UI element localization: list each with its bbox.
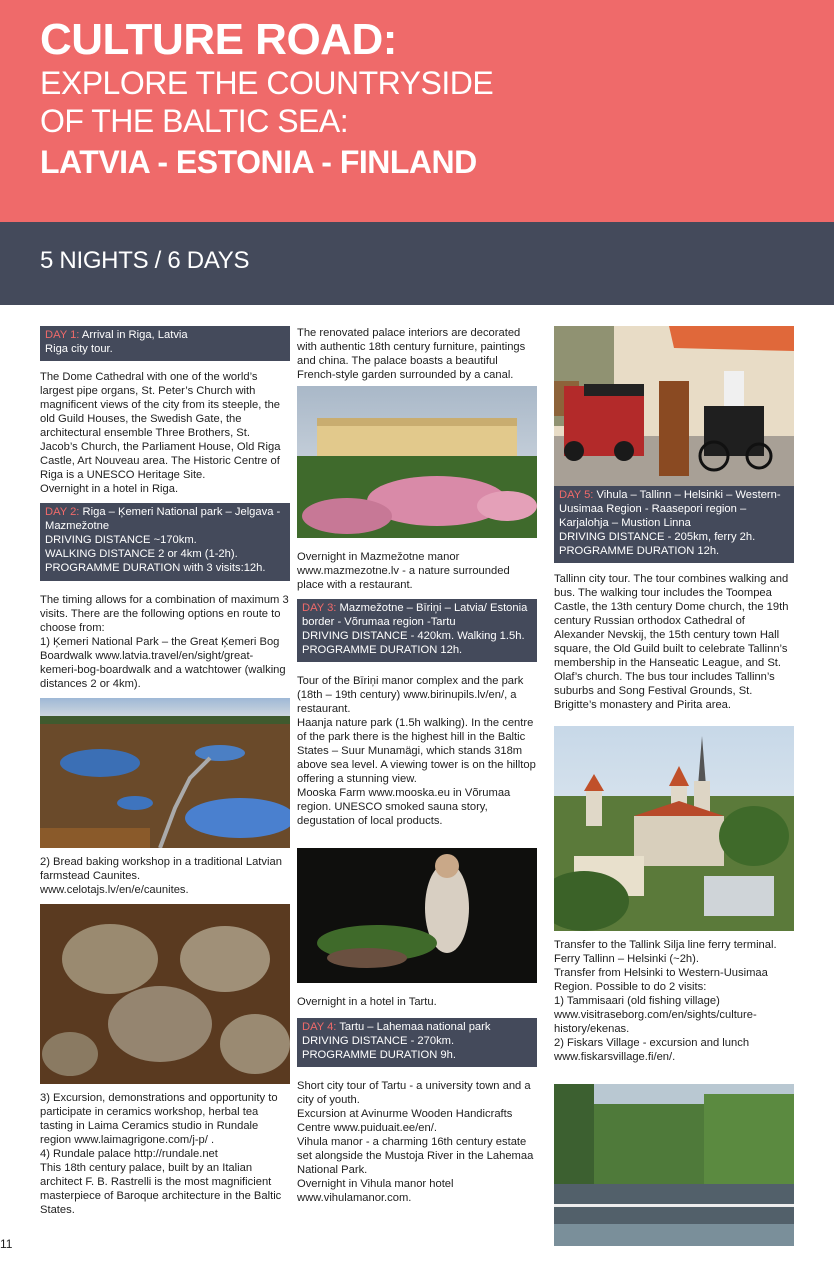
day5-label: DAY 5: [559, 489, 594, 501]
subtitle-line-2: OF THE BALTIC SEA: [40, 103, 349, 139]
day3-label: DAY 3: [302, 602, 337, 614]
fiskars-village-photo [554, 1084, 794, 1246]
day2-header [40, 503, 290, 581]
day1-title: Arrival in Riga, Latvia [79, 329, 188, 341]
day5-title: Vihula – Tallinn – Helsinki – Western-Uusimaa Region - Raasepori region – Karjalohja – Mustion Linna [559, 489, 781, 529]
page-title: CULTURE ROAD: [40, 15, 397, 64]
day4-title: Tartu – Lahemaa national park [336, 1021, 491, 1033]
vihula-carriage-photo [554, 326, 794, 486]
day3-body: Tour of the Bīriņi manor complex and the park (18th – 19th century) www.birinupils.lv/en/, a restaurant. Haanja nature park (1.5h walking). In the centre of the park there is the highest hill in the Baltic States – Suur Munamägi, which stands 318m above sea level. A viewing tower is on the hilltop offering a stunning view. Mooska Farm www.mooska.eu in Võrumaa region. UNESCO smoked sauna story, degustation of local products. [297, 675, 536, 827]
day3-title: Mazmežotne – Bīriņi – Latvia/ Estonia border - Võrumaa region -Tartu [302, 602, 528, 628]
palace-description: The renovated palace interiors are decorated with authentic 18th century furniture, paintings and china. The palace boasts a beautiful French-style garden surrounded by a canal. [297, 327, 526, 381]
rundale-palace-photo [297, 386, 537, 538]
day5-body: Tallinn city tour. The tour combines walking and bus. The walking tour includes the Toompea Castle, the 13th century Dome church, the 19th century Russian orthodox Cathedral of Alexander Nevskij, the 15th century town Hall square, the Old Guild built to celebrate Tallinn’s membership in the Hanseatic League, and St. Olaf’s church. The bus tour includes Tallinn’s suburbs and Song Festival Grounds, St. Brigitte’s monastery and Pirita area. [554, 573, 789, 711]
day2-walking: WALKING DISTANCE 2 or 4km (1-2h). [45, 548, 238, 560]
day5-driving: DRIVING DISTANCE - 205km, ferry 2h. [559, 531, 756, 543]
day2-label: DAY 2: [45, 506, 80, 518]
day5-transfer: Transfer to the Tallink Silja line ferry terminal. Ferry Tallinn – Helsinki (~2h). Transfer from Helsinki to Western-Uusimaa Region. Possible to do 2 visits: 1) Tammisaari (old fishing village) www.visitraseborg.com/en/sights/culture-history/ekenas. 2) Fiskars Village - excursion and lunch www.fiskarsvillage.fi/en/. [554, 939, 777, 1063]
day4-driving: DRIVING DISTANCE - 270km. [302, 1035, 455, 1047]
column-1 [40, 326, 290, 1217]
day1-label: DAY 1: [45, 329, 80, 341]
page-number: 11 [0, 1237, 13, 1251]
bread-photo [40, 904, 290, 1084]
day2-driving: DRIVING DISTANCE ~170km. [45, 534, 197, 546]
day5-header [554, 486, 794, 563]
day5-duration: PROGRAMME DURATION 12h. [559, 545, 720, 557]
day4-body: Short city tour of Tartu - a university town and a city of youth. Excursion at Avinurme Wooden Handicrafts Centre www.puiduait.ee/en/. Vihula manor - a charming 16th century estate set alongside the Mustoja River in the Lahemaa National Park. Overnight in Vihula manor hotel www.vihulamanor.com. [297, 1080, 534, 1204]
day1-header [40, 326, 290, 361]
day3-overnight: Overnight in a hotel in Tartu. [297, 996, 437, 1008]
day2-intro: The timing allows for a combination of maximum 3 visits. There are the following options en route to choose from: 1) Ķemeri National Park – the Great Ķemeri Bog Boardwalk www.latvia.travel/en/sight/great-kemeri-bog-boardwalk and a watchtower (walking distances 2 or 4km). [40, 594, 289, 690]
day1-body: The Dome Cathedral with one of the world’s largest pipe organs, St. Peter’s Church with magnificent views of the city from its steeple, the old Guild Houses, the Swedish Gate, the architectural ensemble Three Brothers, St. Jacob’s Church, the Parliament House, Old Riga Castle, Art Nouveau area. The Historic Centre of Riga is a UNESCO Heritage Site. Overnight in a hotel in Riga. [40, 371, 281, 495]
day3-header [297, 599, 537, 662]
subtitle-line-1: EXPLORE THE COUNTRYSIDE [40, 65, 494, 101]
column-2 [297, 326, 537, 1205]
day2-title: Riga – Ķemeri National park – Jelgava - Mazmežotne [45, 506, 281, 532]
day2-ceramics-rundale: 3) Excursion, demonstrations and opportunity to participate in ceramics workshop, herbal tea tasting in Laima Ceramics studio in Rundale region www.laimagrigone.com/j-p/ . 4) Rundale palace http://rundale.net This 18th century palace, built by an Italian architect F. B. Rastrelli is the most magnificient masterpiece of Baroque architecture in the Baltic States. [40, 1092, 282, 1216]
day1-subtitle: Riga city tour. [45, 343, 113, 355]
countries-heading: LATVIA - ESTONIA - FINLAND [40, 144, 477, 180]
title-banner [0, 0, 834, 222]
day2-overnight: Overnight in Mazmežotne manor www.mazmezotne.lv - a nature surrounded place with a restaurant. [297, 551, 510, 591]
day2-duration: PROGRAMME DURATION with 3 visits:12h. [45, 562, 266, 574]
day4-duration: PROGRAMME DURATION 9h. [302, 1049, 456, 1061]
column-3 [554, 326, 794, 1253]
duration-label: 5 NIGHTS / 6 DAYS [40, 247, 250, 274]
tallinn-old-town-photo [554, 726, 794, 931]
day4-label: DAY 4: [302, 1021, 337, 1033]
day3-details: DRIVING DISTANCE - 420km. Walking 1.5h. PROGRAMME DURATION 12h. [302, 630, 525, 656]
day2-bread-option: 2) Bread baking workshop in a traditional Latvian farmstead Caunites. www.celotajs.lv/en/e/caunites. [40, 856, 282, 896]
duration-band [0, 222, 834, 305]
kemeri-bog-photo [40, 698, 290, 848]
day4-header [297, 1018, 537, 1067]
smoke-sauna-photo [297, 848, 537, 983]
